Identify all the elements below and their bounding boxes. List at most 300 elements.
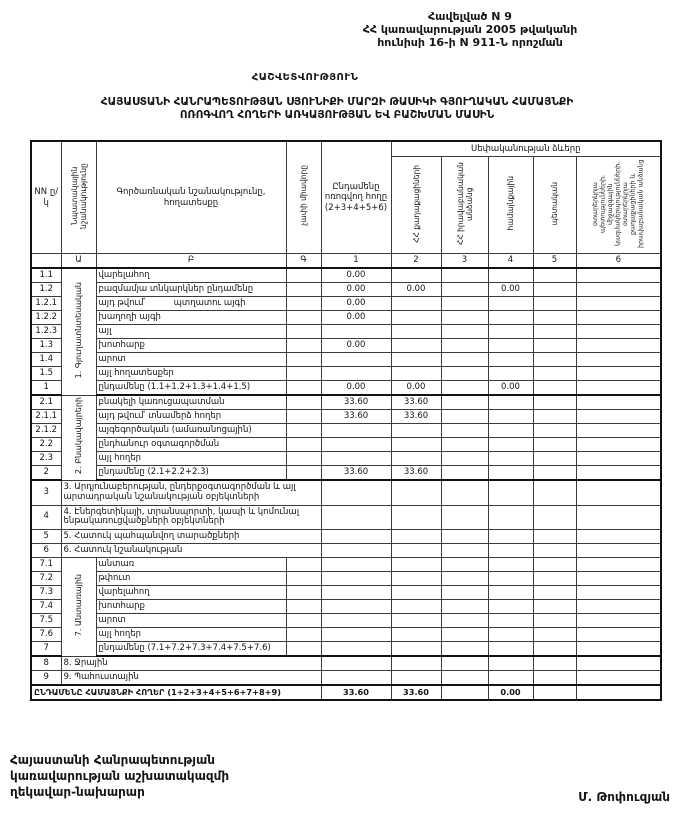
row-number: 5 (31, 530, 61, 544)
row-number: 2.1 (31, 395, 61, 410)
row-label: խաղողի այգի (96, 311, 286, 325)
numbering-cell (31, 254, 61, 269)
empty-cell (576, 530, 661, 544)
empty-cell (441, 466, 488, 481)
row-label: 5. Հատուկ պահպանվող տարածքների (61, 530, 321, 544)
empty-cell (488, 325, 533, 339)
empty-cell (391, 586, 441, 600)
row-label: այլ հողատեսքեր (96, 367, 286, 381)
empty-cell (441, 395, 488, 410)
empty-cell (391, 656, 441, 671)
numbering-cell: 4 (488, 254, 533, 269)
value-cell: 0.00 (321, 381, 391, 396)
empty-cell (576, 505, 661, 530)
row-label: այլ հողեր (96, 452, 286, 466)
empty-cell (441, 424, 488, 438)
empty-cell (533, 530, 576, 544)
row-label: արոտ (96, 353, 286, 367)
empty-cell (576, 325, 661, 339)
row-label: ընդհանուր օգտագործման (96, 438, 286, 452)
empty-cell (391, 614, 441, 628)
empty-cell (321, 424, 391, 438)
value-cell: 0.00 (488, 381, 533, 396)
empty-cell (533, 656, 576, 671)
empty-cell (441, 558, 488, 572)
unit-cell (286, 325, 321, 339)
empty-cell (488, 628, 533, 642)
empty-cell (533, 544, 576, 558)
table-row-3 (31, 480, 661, 505)
empty-cell (391, 530, 441, 544)
report-title-line-1: ՀԱՅԱՍՏԱՆԻ ՀԱՆՐԱՊԵՏՈՒԹՅԱՆ ՍՅՈՒՆԻՔԻ ՄԱՐԶԻ ԹԱՍԻԿԻ ԳՅՈՒՂԱԿԱՆ ՀԱՄԱՅՆՔԻ (100, 96, 574, 108)
unit-cell (286, 558, 321, 572)
unit-cell (286, 424, 321, 438)
row-number: 1.1 (31, 268, 61, 283)
unit-cell (286, 642, 321, 657)
col-header-own-community: համայնքային (488, 157, 533, 254)
row-number: 7 (31, 642, 61, 657)
empty-cell (488, 614, 533, 628)
value-cell: 0.00 (321, 311, 391, 325)
empty-cell (321, 628, 391, 642)
empty-cell (321, 642, 391, 657)
empty-cell (533, 452, 576, 466)
report-label: ՀԱՇՎԵՏՎՈՒԹՅՈՒՆ (251, 72, 359, 83)
row-number: 2.1.2 (31, 424, 61, 438)
empty-cell (533, 480, 576, 505)
empty-cell (488, 572, 533, 586)
empty-cell (576, 586, 661, 600)
empty-cell (441, 628, 488, 642)
unit-cell (286, 586, 321, 600)
empty-cell (488, 671, 533, 686)
empty-cell (441, 297, 488, 311)
value-cell: 0.00 (321, 297, 391, 311)
row-label: խոտհարք (96, 339, 286, 353)
empty-cell (533, 297, 576, 311)
row-number: 6 (31, 544, 61, 558)
value-cell: 33.60 (321, 395, 391, 410)
table-row-7-2 (31, 572, 661, 586)
row-label: արոտ (96, 614, 286, 628)
col-header-own-legal-entities: ՀՀ իրավաբանական անձանց (441, 157, 488, 254)
table-row-5 (31, 530, 661, 544)
empty-cell (441, 544, 488, 558)
row-number: 2.2 (31, 438, 61, 452)
empty-cell (441, 671, 488, 686)
unit-cell (286, 353, 321, 367)
row-label: ընդամենը (1.1+1.2+1.3+1.4+1.5) (96, 381, 286, 396)
empty-cell (321, 480, 391, 505)
row-label: բնակելի կառուցապատման (96, 395, 286, 410)
empty-cell (576, 424, 661, 438)
value-cell: 0.00 (391, 381, 441, 396)
empty-cell (441, 452, 488, 466)
value-cell: 0.00 (321, 339, 391, 353)
table-row-1-3 (31, 339, 661, 353)
empty-cell (321, 438, 391, 452)
empty-cell (441, 367, 488, 381)
unit-cell (286, 438, 321, 452)
row-label: անտառ (96, 558, 286, 572)
empty-cell (391, 628, 441, 642)
empty-cell (576, 600, 661, 614)
empty-cell (576, 480, 661, 505)
section-label-agricultural: 1. Գյուղատնտեսական (61, 268, 96, 395)
section-label-residential: 2. Բնակավայրերի (61, 395, 96, 480)
empty-cell (321, 544, 391, 558)
empty-cell (391, 452, 441, 466)
signatory-title-line-1: Հայաստանի Հանրապետության (10, 753, 215, 767)
empty-cell (391, 671, 441, 686)
empty-cell (533, 614, 576, 628)
empty-cell (488, 311, 533, 325)
empty-cell (576, 410, 661, 424)
empty-cell (321, 558, 391, 572)
appendix-line-2: ՀՀ կառավարության 2005 թվականի (362, 23, 578, 36)
table-row-2-1 (31, 395, 661, 410)
row-number: 1.2.1 (31, 297, 61, 311)
empty-cell (441, 600, 488, 614)
empty-cell (441, 283, 488, 297)
empty-cell (533, 410, 576, 424)
empty-cell (441, 572, 488, 586)
empty-cell (576, 297, 661, 311)
empty-cell (441, 480, 488, 505)
table-row-4 (31, 505, 661, 530)
empty-cell (488, 530, 533, 544)
empty-cell (391, 297, 441, 311)
col-header-total-irrigated: Ընդամենը ոռոգվող հողը (2+3+4+5+6) (321, 141, 391, 254)
header-row-top (31, 141, 661, 157)
empty-cell (441, 438, 488, 452)
empty-cell (321, 325, 391, 339)
row-number: 1.4 (31, 353, 61, 367)
row-label: խոտհարք (96, 600, 286, 614)
empty-cell (576, 544, 661, 558)
empty-cell (488, 600, 533, 614)
empty-cell (488, 424, 533, 438)
signatory-title-block (10, 752, 229, 800)
empty-cell (576, 268, 661, 283)
empty-cell (321, 656, 391, 671)
empty-cell (488, 558, 533, 572)
empty-cell (441, 339, 488, 353)
numbering-cell: 1 (321, 254, 391, 269)
empty-cell (576, 628, 661, 642)
empty-cell (488, 505, 533, 530)
col-header-unit: չափի միավորը (286, 141, 321, 254)
row-label: այլ հողեր (96, 628, 286, 642)
row-label (96, 297, 286, 311)
row-label: այգեգործական (ամառանոցային) (96, 424, 286, 438)
row-number: 2 (31, 466, 61, 481)
table-row-6 (31, 544, 661, 558)
value-cell: 33.60 (391, 395, 441, 410)
empty-cell (576, 311, 661, 325)
empty-cell (533, 685, 576, 700)
value-cell: 33.60 (321, 466, 391, 481)
unit-cell (286, 367, 321, 381)
unit-cell (286, 381, 321, 396)
empty-cell (533, 311, 576, 325)
unit-cell (286, 311, 321, 325)
value-cell: 33.60 (391, 410, 441, 424)
empty-cell (576, 572, 661, 586)
row-label-text: պտղատու այգի (173, 297, 246, 308)
row-number: 1.2.2 (31, 311, 61, 325)
empty-cell (488, 410, 533, 424)
empty-cell (321, 505, 391, 530)
empty-cell (533, 268, 576, 283)
appendix-line-1: Հավելված N 9 (428, 10, 512, 23)
empty-cell (391, 505, 441, 530)
appendix-block (300, 10, 640, 49)
empty-cell (391, 544, 441, 558)
empty-cell (576, 381, 661, 396)
col-header-purpose: Նպատակային նշանակությունը (61, 141, 96, 254)
empty-cell (533, 505, 576, 530)
empty-cell (576, 367, 661, 381)
table-row-9 (31, 671, 661, 686)
value-cell: 0.00 (321, 283, 391, 297)
empty-cell (533, 438, 576, 452)
empty-cell (441, 656, 488, 671)
table-row-2-2 (31, 438, 661, 452)
value-cell: 33.60 (321, 685, 391, 700)
unit-cell (286, 283, 321, 297)
empty-cell (441, 642, 488, 657)
report-title-line-2: ՈՌՈԳՎՈՂ ՀՈՂԵՐԻ ԱՌԿԱՅՈՒԹՅԱՆ ԵՎ ԲԱՇԽՄԱՆ ՄԱՍԻՆ (179, 109, 495, 121)
table-row-2-1-2 (31, 424, 661, 438)
table-row-2-3 (31, 452, 661, 466)
table-row-2-1-1 (31, 410, 661, 424)
empty-cell (533, 339, 576, 353)
table-row-1-total (31, 381, 661, 396)
unit-cell (286, 339, 321, 353)
row-label: այլ (96, 325, 286, 339)
row-number: 9 (31, 671, 61, 686)
empty-cell (533, 424, 576, 438)
row-label: 6. Հատուկ նշանակության (61, 544, 321, 558)
empty-cell (391, 600, 441, 614)
empty-cell (391, 268, 441, 283)
empty-cell (321, 452, 391, 466)
empty-cell (321, 530, 391, 544)
empty-cell (488, 367, 533, 381)
empty-cell (533, 466, 576, 481)
table-row-1-1 (31, 268, 661, 283)
signatory-title-line-2: կառավարության աշխատակազմի (10, 769, 230, 783)
empty-cell (488, 466, 533, 481)
row-number: 2.3 (31, 452, 61, 466)
unit-cell (286, 466, 321, 481)
empty-cell (533, 572, 576, 586)
empty-cell (391, 642, 441, 657)
value-cell: 0.00 (488, 283, 533, 297)
table-row-grand-total (31, 685, 661, 700)
row-label: վարելահող (96, 268, 286, 283)
empty-cell (488, 586, 533, 600)
empty-cell (576, 438, 661, 452)
empty-cell (576, 466, 661, 481)
empty-cell (576, 558, 661, 572)
row-number: 2.1.1 (31, 410, 61, 424)
row-label: բազմամյա տնկարկներ ընդամենը (96, 283, 286, 297)
table-row-1-5 (31, 367, 661, 381)
table-row-7-1 (31, 558, 661, 572)
table-row-2-total (31, 466, 661, 481)
row-number: 7.4 (31, 600, 61, 614)
col-header-own-foreign: օտարերկրյա պետությունների, միջազգային կազմակերպությունների, օտարերկրյա քաղաքացիների և իրավաբանական անձանց (576, 157, 661, 254)
empty-cell (321, 586, 391, 600)
empty-cell (488, 642, 533, 657)
value-cell: 0.00 (488, 685, 533, 700)
row-number: 8 (31, 656, 61, 671)
empty-cell (576, 685, 661, 700)
numbering-row (31, 254, 661, 269)
empty-cell (321, 614, 391, 628)
unit-cell (286, 628, 321, 642)
unit-cell (286, 600, 321, 614)
empty-cell (391, 558, 441, 572)
grand-total-label: ԸՆԴԱՄԵՆԸ ՀԱՄԱՅՆՔԻ ՀՈՂԵՐ (1+2+3+4+5+6+7+8+9) (31, 685, 321, 700)
empty-cell (391, 424, 441, 438)
row-label: 8. Ջրային (61, 656, 321, 671)
empty-cell (488, 438, 533, 452)
row-number: 1.2 (31, 283, 61, 297)
col-header-own-state: պետական (533, 157, 576, 254)
empty-cell (321, 600, 391, 614)
empty-cell (441, 530, 488, 544)
empty-cell (391, 339, 441, 353)
empty-cell (391, 353, 441, 367)
table-row-8 (31, 656, 661, 671)
report-title (0, 96, 674, 122)
empty-cell (321, 671, 391, 686)
empty-cell (321, 572, 391, 586)
table-row-1-2-3 (31, 325, 661, 339)
unit-cell (286, 268, 321, 283)
empty-cell (533, 642, 576, 657)
empty-cell (576, 339, 661, 353)
row-number: 7.1 (31, 558, 61, 572)
empty-cell (576, 642, 661, 657)
empty-cell (488, 544, 533, 558)
numbering-cell: 2 (391, 254, 441, 269)
empty-cell (391, 572, 441, 586)
empty-cell (441, 685, 488, 700)
row-number: 1.3 (31, 339, 61, 353)
empty-cell (576, 614, 661, 628)
row-number: 1 (31, 381, 61, 396)
row-number: 1.5 (31, 367, 61, 381)
numbering-cell: Գ (286, 254, 321, 269)
table-row-1-4 (31, 353, 661, 367)
empty-cell (488, 297, 533, 311)
row-label: ընդամենը (2.1+2.2+2.3) (96, 466, 286, 481)
appendix-line-3: հունիսի 16-ի N 911-Ն որոշման (377, 36, 563, 49)
empty-cell (488, 268, 533, 283)
numbering-cell: Ա (61, 254, 96, 269)
numbering-cell: 3 (441, 254, 488, 269)
empty-cell (533, 367, 576, 381)
numbering-cell: 5 (533, 254, 576, 269)
table-row-1-2-1 (31, 297, 661, 311)
value-cell: 0.00 (321, 268, 391, 283)
empty-cell (391, 367, 441, 381)
value-cell: 33.60 (391, 685, 441, 700)
unit-cell (286, 614, 321, 628)
empty-cell (441, 325, 488, 339)
row-number: 7.2 (31, 572, 61, 586)
row-label: 9. Պահուստային (61, 671, 321, 686)
empty-cell (441, 586, 488, 600)
row-number: 4 (31, 505, 61, 530)
empty-cell (533, 558, 576, 572)
value-cell: 0.00 (391, 283, 441, 297)
numbering-cell: 6 (576, 254, 661, 269)
unit-cell (286, 297, 321, 311)
empty-cell (533, 325, 576, 339)
empty-cell (321, 353, 391, 367)
empty-cell (391, 438, 441, 452)
empty-cell (576, 395, 661, 410)
numbering-cell: Բ (96, 254, 286, 269)
unit-cell (286, 395, 321, 410)
table-row-1-2 (31, 283, 661, 297)
row-number: 7.5 (31, 614, 61, 628)
signatory-name: Մ. Թոփուզյան (578, 790, 670, 804)
empty-cell (576, 671, 661, 686)
empty-cell (533, 600, 576, 614)
empty-cell (391, 311, 441, 325)
col-header-nn: NN ը/կ (31, 141, 61, 254)
empty-cell (391, 325, 441, 339)
empty-cell (488, 395, 533, 410)
row-number: 1.2.3 (31, 325, 61, 339)
empty-cell (533, 283, 576, 297)
empty-cell (488, 353, 533, 367)
unit-cell (286, 410, 321, 424)
row-label: այդ թվում՝ տնամերձ հողեր (96, 410, 286, 424)
empty-cell (321, 367, 391, 381)
empty-cell (441, 268, 488, 283)
table-row-7-6 (31, 628, 661, 642)
empty-cell (576, 353, 661, 367)
row-number: 7.6 (31, 628, 61, 642)
col-header-ownership-group: Սեփականության ձևերը (391, 141, 661, 157)
empty-cell (533, 353, 576, 367)
table-row-7-5 (31, 614, 661, 628)
empty-cell (441, 614, 488, 628)
row-number: 3 (31, 480, 61, 505)
value-cell: 33.60 (391, 466, 441, 481)
row-label: վարելահող (96, 586, 286, 600)
section-label-forest: 7. Անտառային (61, 558, 96, 657)
empty-cell (488, 452, 533, 466)
empty-cell (488, 339, 533, 353)
table-row-7-4 (31, 600, 661, 614)
table-row-7-3 (31, 586, 661, 600)
empty-cell (391, 480, 441, 505)
row-label: 4. Էներգետիկայի, տրանսպորտի, կապի և կոմունալ ենթակառուցվածքների օբյեկտների (61, 505, 321, 530)
unit-cell (286, 452, 321, 466)
land-report-table (30, 140, 662, 701)
empty-cell (488, 656, 533, 671)
value-cell: 33.60 (321, 410, 391, 424)
empty-cell (488, 480, 533, 505)
